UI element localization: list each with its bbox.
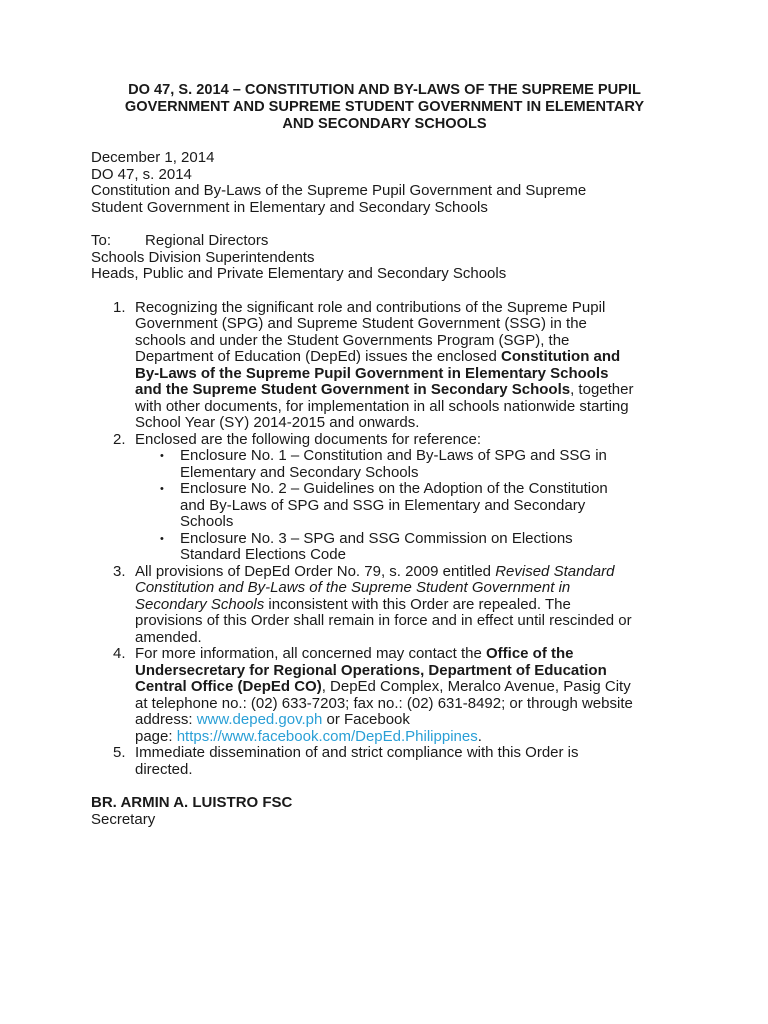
item-text: Department of Education (DepEd) issues the enclosed [135, 348, 502, 365]
item-text-line: directed. [135, 760, 193, 778]
deped-website-link[interactable]: www.deped.gov.ph [196, 711, 323, 728]
signatory-position: Secretary [91, 810, 156, 828]
bullet-icon: • [160, 483, 164, 495]
item-text-line [135, 646, 678, 663]
facebook-page-link[interactable]: https://www.facebook.com/DepEd.Philippines [176, 727, 478, 745]
item-text-line: Enclosed are the following documents for reference: [135, 430, 482, 448]
item-bold-text: and the Supreme Student Government in Secondary Schools [135, 381, 571, 398]
item-bold-text: Central Office (DepEd CO) [135, 678, 322, 695]
order-item-5 [113, 744, 678, 778]
item-text-line [135, 597, 678, 614]
item-bold-text: By-Laws of the Supreme Pupil Government in Elementary Schools [135, 364, 609, 382]
item-italic-text: Secondary Schools [135, 595, 265, 613]
item-text: inconsistent with this Order are repealed. The [264, 595, 571, 613]
item-text: For more information, all concerned may contact the [135, 645, 486, 662]
item-text-line: Government (SPG) and Supreme Student Government (SSG) in the [135, 315, 587, 332]
item-number: 3. [113, 562, 126, 580]
item-text-line [135, 564, 678, 581]
order-subject-line: Student Government in Elementary and Secondary Schools [91, 198, 488, 216]
enclosure-text: Enclosure No. 2 – Guidelines on the Adoption of the Constitution [180, 480, 608, 497]
title-line: GOVERNMENT AND SUPREME STUDENT GOVERNMENT IN ELEMENTARY [124, 99, 645, 115]
item-text: All provisions of DepEd Order No. 79, s. 2009 entitled [135, 562, 496, 580]
enclosure-text: Enclosure No. 1 – Constitution and By-Laws of SPG and SSG in [180, 447, 607, 464]
to-label: To: [91, 232, 112, 249]
recipient: Schools Division Superintendents [91, 248, 315, 266]
item-text-line: schools and under the Student Governments Program (SGP), the [135, 331, 570, 349]
item-italic-text: Revised Standard [495, 562, 615, 580]
order-item-1 [113, 298, 678, 432]
enclosure-text: Elementary and Secondary Schools [180, 463, 419, 481]
recipient-line [91, 233, 678, 250]
order-item-3 [113, 562, 678, 647]
item-text-line [135, 382, 678, 399]
bullet-icon: • [160, 450, 164, 462]
enclosure-list [135, 448, 678, 564]
enclosure-item [160, 447, 678, 481]
item-text-line [135, 349, 678, 366]
item-number: 5. [113, 744, 126, 761]
item-text: page: [135, 727, 177, 745]
order-date: December 1, 2014 [91, 149, 215, 166]
enclosure-item [160, 480, 678, 531]
recipient: Heads, Public and Private Elementary and Secondary Schools [91, 265, 507, 282]
item-number: 2. [113, 430, 126, 448]
item-text-line: provisions of this Order shall remain in force and in effect until rescinded or [135, 612, 632, 629]
item-text-line: at telephone no.: (02) 633-7203; fax no.: (02) 631-8492; or through website [135, 694, 633, 712]
item-text-line: with other documents, for implementation in all schools nationwide starting [135, 397, 629, 415]
item-text-line [135, 712, 678, 729]
enclosure-item [160, 529, 678, 564]
order-number: DO 47, s. 2014 [91, 165, 192, 183]
item-text: . [477, 727, 482, 745]
order-items [91, 300, 678, 779]
item-text: address: [135, 711, 197, 728]
item-text-line [135, 729, 678, 746]
order-header [91, 150, 678, 216]
signatory-name: BR. ARMIN A. LUISTRO FSC [91, 794, 293, 811]
item-text: , DepEd Complex, Meralco Avenue, Pasig City [321, 678, 631, 695]
title-line: AND SECONDARY SCHOOLS [282, 116, 487, 132]
item-text: , together [570, 381, 634, 398]
item-text-line: School Year (SY) 2014-2015 and onwards. [135, 414, 420, 431]
signature-block [91, 795, 678, 828]
enclosure-text: Schools [180, 513, 234, 530]
title-line: DO 47, S. 2014 – CONSTITUTION AND BY-LAWS OF THE SUPREME PUPIL [128, 82, 641, 98]
item-text-line: amended. [135, 628, 202, 646]
item-text: or Facebook [322, 711, 410, 728]
enclosure-text: and By-Laws of SPG and SSG in Elementary and Secondary [180, 496, 586, 514]
item-text-line [135, 679, 678, 696]
bullet-icon: • [160, 532, 164, 545]
item-number: 4. [113, 645, 126, 662]
item-bold-text: Constitution and [501, 348, 621, 365]
item-number: 1. [113, 298, 126, 316]
item-text-line: Immediate dissemination of and strict compliance with this Order is [135, 744, 579, 761]
recipient: Regional Directors [145, 232, 269, 249]
enclosure-text: Enclosure No. 3 – SPG and SSG Commission on Elections [180, 529, 573, 547]
item-italic-text: Constitution and By-Laws of the Supreme Student Government in [135, 579, 571, 596]
item-bold-text: Office of the [486, 645, 574, 662]
item-text-line: Recognizing the significant role and contributions of the Supreme Pupil [135, 298, 606, 316]
document-title [91, 82, 678, 133]
order-item-4 [113, 645, 678, 745]
item-bold-text: Undersecretary for Regional Operations, Department of Education [135, 661, 607, 679]
order-subject-line: Constitution and By-Laws of the Supreme Pupil Government and Supreme [91, 182, 587, 199]
recipients [91, 233, 678, 283]
order-item-2 [113, 430, 678, 564]
enclosure-text: Standard Elections Code [180, 546, 346, 563]
